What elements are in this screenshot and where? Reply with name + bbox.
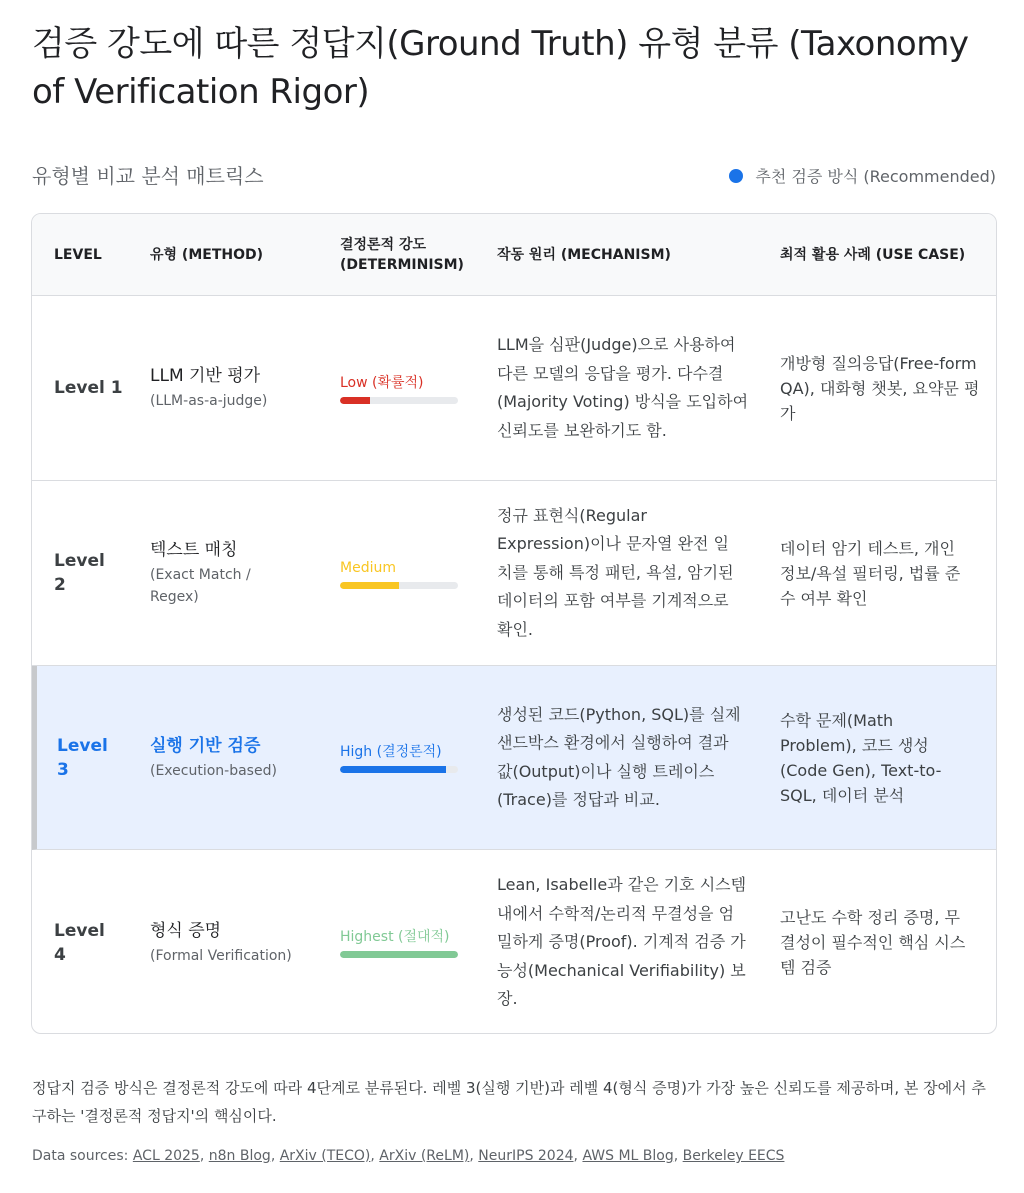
determinism-bar-fill bbox=[340, 582, 399, 589]
row-use-case: 개방형 질의응답(Free-form QA), 대화형 챗봇, 요약문 평가 bbox=[780, 353, 980, 423]
table-row-level-2 bbox=[32, 481, 996, 666]
sources-prefix: Data sources: bbox=[32, 1148, 129, 1164]
row-level: Level 2 bbox=[54, 551, 105, 595]
header-level: LEVEL bbox=[54, 247, 102, 263]
row-determinism bbox=[340, 850, 480, 1034]
method-name: 실행 기반 검증 bbox=[150, 735, 261, 756]
row-method bbox=[150, 666, 330, 849]
method-name: LLM 기반 평가 bbox=[150, 366, 261, 386]
method-name: 형식 증명 bbox=[150, 920, 222, 941]
legend-label: 추천 검증 방식 (Recommended) bbox=[755, 167, 996, 186]
source-link-acl[interactable]: ACL 2025 bbox=[132, 1148, 200, 1164]
method-subtitle: (Exact Match / Regex) bbox=[150, 567, 251, 605]
determinism-bar bbox=[340, 582, 458, 589]
row-mechanism: Lean, Isabelle과 같은 기호 시스템 내에서 수학적/논리적 무결성을 엄밀하게 증명(Proof). 기계적 검증 가능성(Mechanical Verifiability) 보장. bbox=[497, 875, 747, 1009]
row-level: Level 1 bbox=[54, 378, 123, 398]
header-determinism: 결정론적 강도 (DETERMINISM) bbox=[340, 237, 464, 273]
table-row-level-1 bbox=[32, 296, 996, 481]
determinism-bar-fill bbox=[340, 397, 370, 404]
source-link-aws[interactable]: AWS ML Blog bbox=[582, 1148, 674, 1164]
footnote: 정답지 검증 방식은 결정론적 강도에 따라 4단계로 분류된다. 레벨 3(실행 기반)과 레벨 4(형식 증명)가 가장 높은 신뢰도를 제공하며, 본 장에서 추구하는 '결정론적 정답지'의 핵심이다. bbox=[32, 1079, 986, 1125]
source-link-arxiv-relm[interactable]: ArXiv (ReLM) bbox=[379, 1148, 470, 1164]
table-row-level-3 bbox=[32, 666, 996, 850]
method-subtitle: (LLM-as-a-judge) bbox=[150, 393, 268, 409]
row-mechanism: LLM을 심판(Judge)으로 사용하여 다른 모델의 응답을 평가. 다수결(Majority Voting) 방식을 도입하여 신뢰도를 보완하기도 함. bbox=[497, 335, 749, 440]
determinism-label: Low (확률적) bbox=[340, 374, 424, 391]
determinism-bar bbox=[340, 397, 458, 404]
comparison-table bbox=[31, 213, 997, 1034]
source-link-berkeley[interactable]: Berkeley EECS bbox=[682, 1148, 785, 1164]
row-use-case: 고난도 수학 정리 증명, 무결성이 필수적인 핵심 시스템 검증 bbox=[780, 908, 966, 977]
determinism-label: Medium bbox=[340, 559, 396, 576]
row-use-case: 데이터 암기 테스트, 개인정보/욕설 필터링, 법률 준수 여부 확인 bbox=[780, 538, 961, 608]
row-mechanism: 생성된 코드(Python, SQL)를 실제 샌드박스 환경에서 실행하여 결과값(Output)이나 실행 트레이스(Trace)를 정답과 비교. bbox=[497, 704, 741, 809]
determinism-bar-fill bbox=[340, 766, 446, 773]
header-method: 유형 (METHOD) bbox=[150, 247, 264, 263]
page-title: 검증 강도에 따른 정답지(Ground Truth) 유형 분류 (Taxonomy of Verification Rigor) bbox=[32, 24, 969, 112]
table-row-level-4 bbox=[32, 850, 996, 1034]
source-link-neurips[interactable]: NeurIPS 2024 bbox=[478, 1148, 574, 1164]
source-link-n8n[interactable]: n8n Blog bbox=[208, 1148, 271, 1164]
row-mechanism: 정규 표현식(Regular Expression)이나 문자열 완전 일치를 통해 특정 패턴, 욕설, 암기된 데이터의 포함 여부를 기계적으로 확인. bbox=[497, 505, 734, 639]
data-sources: Data sources: ACL 2025, n8n Blog, ArXiv (TECO), ArXiv (ReLM), NeurIPS 2024, AWS ML Blog, Berkeley EECS bbox=[32, 1148, 785, 1164]
determinism-bar bbox=[340, 766, 458, 773]
row-use-case: 수학 문제(Math Problem), 코드 생성(Code Gen), Text-to-SQL, 데이터 분석 bbox=[780, 710, 942, 805]
row-method bbox=[150, 296, 330, 480]
row-determinism bbox=[340, 666, 480, 849]
method-name: 텍스트 매칭 bbox=[150, 540, 238, 560]
header-mechanism: 작동 원리 (MECHANISM) bbox=[497, 247, 671, 263]
row-method bbox=[150, 850, 330, 1034]
row-method bbox=[150, 481, 300, 665]
method-subtitle: (Formal Verification) bbox=[150, 947, 292, 964]
method-subtitle: (Execution-based) bbox=[150, 762, 277, 779]
row-level: Level 3 bbox=[57, 735, 108, 780]
determinism-label: High (결정론적) bbox=[340, 744, 442, 760]
row-determinism bbox=[340, 481, 480, 665]
header-use-case: 최적 활용 사례 (USE CASE) bbox=[780, 247, 966, 263]
row-level: Level 4 bbox=[54, 920, 105, 965]
determinism-bar-fill bbox=[340, 951, 458, 958]
source-link-arxiv-teco[interactable]: ArXiv (TECO) bbox=[279, 1148, 371, 1164]
table-header bbox=[32, 214, 996, 296]
legend bbox=[729, 164, 996, 187]
determinism-label: Highest (절대적) bbox=[340, 929, 450, 945]
recommended-dot-icon bbox=[729, 169, 743, 183]
determinism-bar bbox=[340, 951, 458, 958]
matrix-subtitle: 유형별 비교 분석 매트릭스 bbox=[32, 164, 264, 188]
row-determinism bbox=[340, 296, 480, 480]
